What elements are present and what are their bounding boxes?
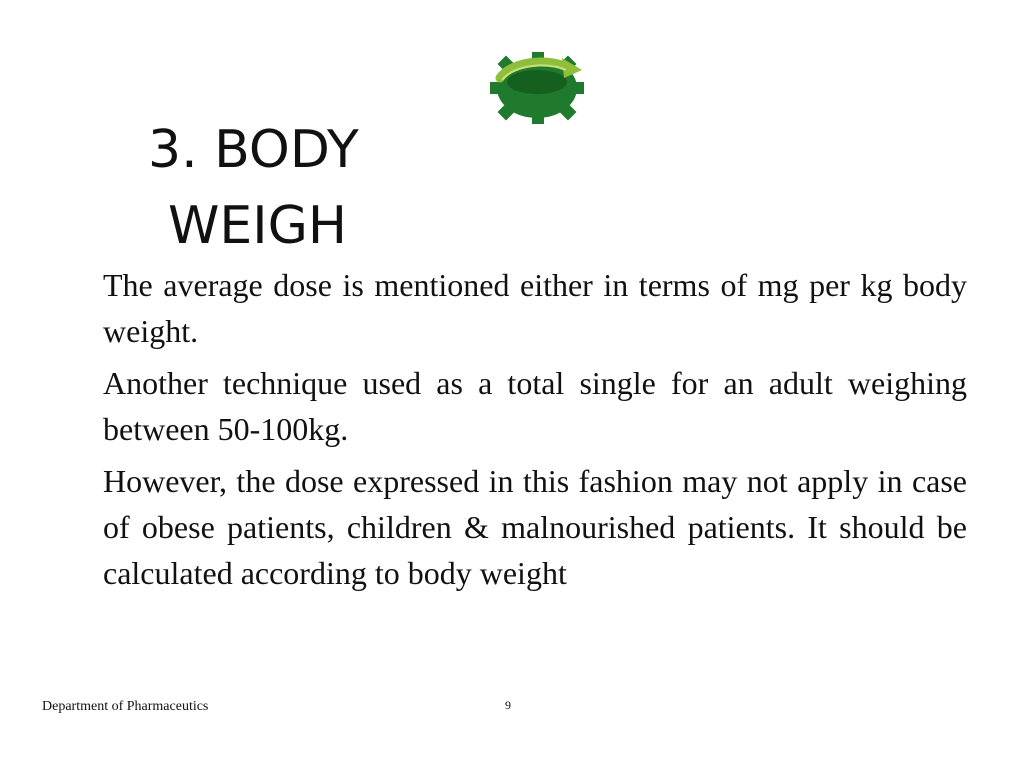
slide-title-line-1: 3. BODY bbox=[148, 120, 359, 180]
gear-logo-icon bbox=[490, 52, 584, 124]
paragraph-obese-patients: However, the dose expressed in this fashion may not apply in case of obese patients, children & malnourished patients. It should be calculated according to body weight bbox=[103, 463, 967, 591]
page-number: 9 bbox=[505, 698, 511, 712]
paragraph-dose-per-kg: The average dose is mentioned either in terms of mg per kg body weight. bbox=[103, 267, 967, 349]
slide-title bbox=[148, 112, 408, 264]
slide-title-line-2: WEIGH bbox=[168, 196, 348, 256]
slide-body bbox=[103, 262, 967, 602]
footer-department: Department of Pharmaceutics bbox=[42, 699, 209, 714]
paragraph-total-single-dose: Another technique used as a total single for an adult weighing between 50-100kg. bbox=[103, 365, 967, 447]
